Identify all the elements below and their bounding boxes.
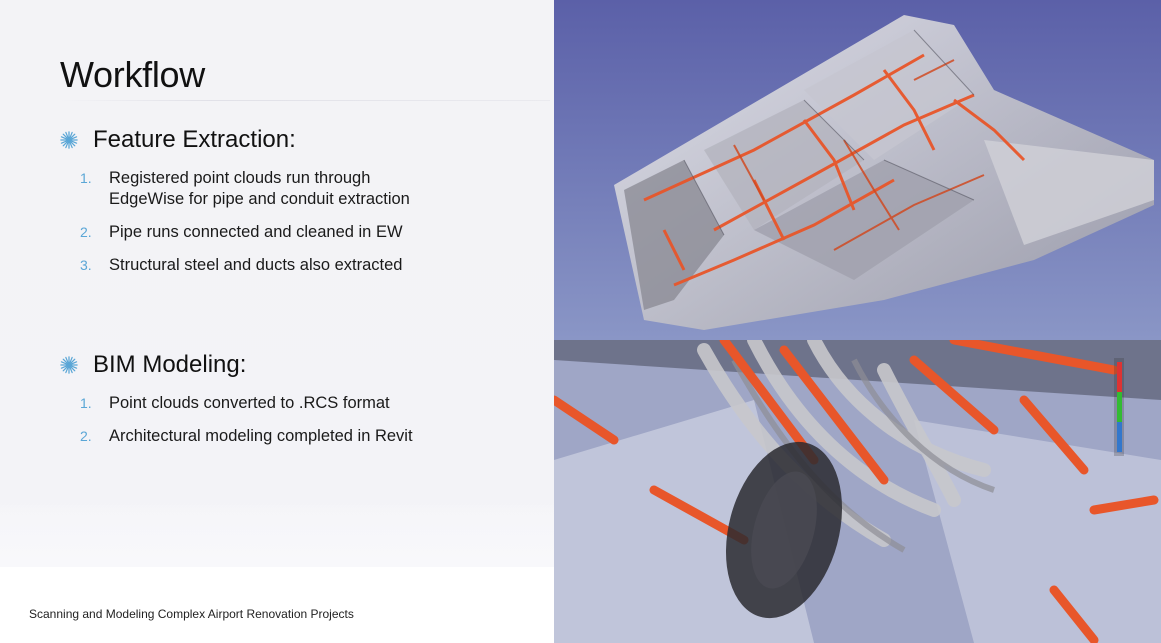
bim-modeling-list [80,393,440,459]
list-number: 2. [80,428,92,444]
list-text: Pipe runs connected and cleaned in EW [109,223,403,241]
starburst-bullet-icon [60,131,78,149]
list-number: 1. [80,395,92,411]
slide-title: Workflow [60,54,205,95]
list-item [80,168,440,210]
list-number: 1. [80,170,92,186]
slide-footer: Scanning and Modeling Complex Airport Renovation Projects [29,607,354,621]
title-divider [60,100,550,101]
panel-fade [0,505,554,567]
starburst-bullet-icon [60,356,78,374]
list-item [80,255,440,276]
point-cloud-pipe-interior-image [554,340,1161,643]
feature-extraction-list [80,168,440,288]
section-heading-feature-extraction [60,126,296,154]
pipes-illustration [554,340,1161,643]
list-number: 2. [80,224,92,240]
list-text: Structural steel and ducts also extracted [109,256,403,274]
list-item [80,222,440,243]
section-heading-label: Feature Extraction: [93,126,296,153]
list-text: Registered point clouds run through EdgeWise for pipe and conduit extraction [109,169,410,208]
list-text: Architectural modeling completed in Revit [109,427,413,445]
list-item [80,426,440,447]
list-number: 3. [80,257,92,273]
section-heading-bim-modeling [60,351,246,379]
building-illustration [554,0,1161,340]
list-item [80,393,440,414]
list-text: Point clouds converted to .RCS format [109,394,390,412]
point-cloud-building-overview-image [554,0,1161,340]
section-heading-label: BIM Modeling: [93,351,247,378]
